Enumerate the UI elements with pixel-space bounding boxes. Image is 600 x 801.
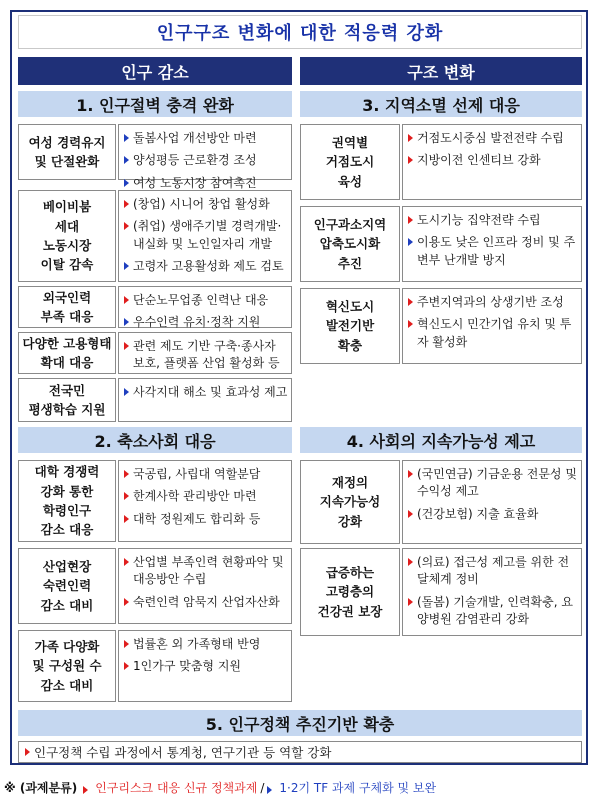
s1-row-items: [118, 190, 292, 282]
list-item: [408, 152, 578, 169]
red-triangle-icon: [408, 298, 413, 306]
list-item-text: 법률혼 외 가족형태 반영: [133, 637, 261, 651]
s2-row-label: [18, 630, 116, 702]
list-item-text: 산업별 부족인력 현황파악 및 대응방안 수립: [133, 555, 284, 587]
list-item: [124, 152, 288, 169]
s4-row-label: [300, 460, 400, 544]
note-key: ※ (과제분류): [4, 781, 78, 795]
list-item: [124, 636, 288, 653]
s2-row-label: [18, 460, 116, 542]
label-line: 혁신도시: [325, 298, 375, 314]
label-line: 감소 대응: [40, 522, 94, 538]
list-item-text: 한계사학 관리방안 마련: [133, 489, 257, 504]
list-item: [124, 292, 288, 309]
section-3-header: 3. 지역소멸 선제 대응: [300, 91, 582, 117]
red-triangle-icon: [408, 558, 413, 566]
s3-row-label: [300, 124, 400, 200]
label-line: 평생학습 지원: [28, 402, 106, 417]
list-item-text: 인구정책 수립 과정에서 통계청, 연구기관 등 역할 강화: [34, 745, 332, 760]
red-triangle-icon: [408, 216, 413, 224]
list-item-text: (건강보험) 지출 효율화: [417, 506, 539, 521]
list-item-text: 고령자 고용활성화 제도 검토: [133, 259, 284, 274]
section-4-header: 4. 사회의 지속가능성 제고: [300, 427, 582, 453]
s3-row-label: [300, 206, 400, 282]
red-triangle-icon: [25, 748, 30, 756]
list-item: [408, 554, 578, 589]
label-line: 고령층의: [325, 584, 375, 600]
red-triangle-icon: [124, 558, 129, 566]
list-item-text: 단순노무업종 인력난 대응: [133, 293, 269, 307]
red-triangle-icon: [408, 134, 413, 142]
s4-row-items: [402, 548, 582, 636]
classification-note: [4, 779, 436, 796]
list-item: [408, 294, 578, 311]
s2-row-items: [118, 548, 292, 624]
label-line: 건강권 보장: [317, 603, 383, 619]
right-column-header: 구조 변화: [300, 57, 582, 85]
blue-triangle-icon: [124, 179, 129, 187]
red-triangle-icon: [124, 492, 129, 500]
red-triangle-icon: [124, 662, 129, 670]
s2-row-items: [118, 460, 292, 542]
list-item: [408, 506, 578, 523]
list-item: [124, 384, 288, 401]
label-line: 대학 경쟁력: [34, 464, 100, 480]
blue-triangle-icon: [124, 262, 129, 270]
label-line: 인구과소지역: [313, 216, 387, 232]
list-item: [408, 316, 578, 351]
s2-row-label: [18, 548, 116, 624]
label-line: 거점도시: [325, 154, 375, 170]
list-item: [124, 258, 288, 275]
list-item-text: 대학 정원제도 합리화 등: [133, 511, 261, 526]
list-item-text: 거점도시중심 발전전략 수립: [417, 131, 564, 145]
label-line: 이탈 감속: [40, 257, 94, 273]
page-title: 인구구조 변화에 대한 적응력 강화: [18, 15, 582, 49]
list-item: [124, 511, 288, 528]
label-line: 발전기반: [325, 318, 375, 334]
label-line: 추진: [337, 255, 363, 271]
list-item-text: 혁신도시 민간기업 유치 및 투자 활성화: [417, 317, 572, 349]
s2-row-items: [118, 630, 292, 702]
list-item-text: 국공립, 사립대 역할분담: [133, 467, 261, 481]
list-item-text: (취업) 생애주기별 경력개발·내실화 및 노인일자리 개발: [133, 219, 282, 251]
list-item: [408, 130, 578, 147]
label-line: 육성: [337, 173, 363, 189]
list-item: [124, 488, 288, 505]
red-triangle-icon: [408, 156, 413, 164]
note-blue-text: 1·2기 TF 과제 구체화 및 보완: [279, 781, 437, 795]
s1-row-items: [118, 332, 292, 374]
list-item-text: 여성 노동시장 참여촉진: [133, 175, 257, 190]
label-line: 확대 대응: [40, 355, 94, 370]
section-2-header: 2. 축소사회 대응: [18, 427, 292, 453]
list-item-text: 돌봄사업 개선방안 마련: [133, 131, 257, 145]
label-line: 학령인구: [42, 503, 92, 518]
list-item: [408, 212, 578, 229]
red-triangle-icon: [124, 515, 129, 523]
section-5-header: 5. 인구정책 추진기반 확충: [18, 710, 582, 736]
label-line: 감소 대비: [40, 677, 94, 693]
list-item-text: 이용도 낮은 인프라 정비 및 주변부 난개발 방지: [417, 235, 576, 267]
list-item: [124, 218, 288, 253]
label-line: 압축도시화: [319, 236, 381, 252]
blue-triangle-icon: [408, 238, 413, 246]
list-item-text: (창업) 시니어 창업 활성화: [133, 197, 270, 211]
list-item: [124, 658, 288, 675]
list-item-text: 1인가구 맞춤형 지원: [133, 659, 242, 674]
list-item-text: 주변지역과의 상생기반 조성: [417, 295, 564, 309]
note-separator: /: [260, 780, 265, 795]
red-triangle-icon: [408, 510, 413, 518]
note-red-text: 인구리스크 대응 신규 정책과제: [95, 781, 258, 795]
blue-triangle-icon: [124, 156, 129, 164]
list-item: [124, 338, 288, 373]
label-line: 재정의: [331, 474, 369, 490]
left-column-header: 인구 감소: [18, 57, 292, 85]
s3-row-items: [402, 124, 582, 200]
blue-triangle-icon: [124, 134, 129, 142]
list-item: [124, 196, 288, 213]
list-item: [124, 466, 288, 483]
s1-row-items: [118, 286, 292, 328]
list-item: [408, 234, 578, 269]
list-item-text: 도시기능 집약전략 수립: [417, 213, 541, 227]
red-triangle-icon: [408, 470, 413, 478]
s4-row-label: [300, 548, 400, 636]
label-line: 가족 다양화: [34, 638, 100, 654]
blue-triangle-icon: [124, 318, 129, 326]
list-item: [124, 594, 288, 611]
list-item-text: 사각지대 해소 및 효과성 제고: [133, 385, 288, 399]
s3-row-items: [402, 206, 582, 282]
s1-row-label: [18, 190, 116, 282]
list-item-text: 지방이전 인센티브 강화: [417, 153, 541, 168]
label-line: 권역별: [331, 134, 369, 150]
label-line: 강화 통한: [40, 483, 94, 499]
label-line: 및 구성원 수: [32, 658, 102, 674]
list-item: [408, 594, 578, 629]
label-line: 외국인력: [42, 289, 92, 305]
label-line: 감소 대비: [40, 597, 94, 613]
section-1-header: 1. 인구절벽 충격 완화: [18, 91, 292, 117]
s1-row-label: [18, 124, 116, 180]
s5-item-box: [18, 741, 582, 763]
s4-row-items: [402, 460, 582, 544]
label-line: 베이비붐: [42, 199, 92, 215]
label-line: 전국민: [48, 382, 86, 398]
label-line: 다양한 고용형태: [22, 335, 112, 351]
label-line: 지속가능성: [319, 494, 381, 510]
red-triangle-icon: [124, 296, 129, 304]
list-item: [408, 466, 578, 501]
s1-row-items: [118, 124, 292, 190]
red-triangle-icon: [124, 200, 129, 208]
list-item: [124, 554, 288, 589]
label-line: 급증하는: [325, 564, 375, 580]
red-triangle-icon: [124, 342, 129, 350]
red-triangle-icon: [124, 470, 129, 478]
label-line: 산업현장: [42, 558, 92, 574]
red-triangle-icon: [408, 598, 413, 606]
red-triangle-icon: [408, 320, 413, 328]
s1-row-items: [118, 378, 292, 422]
red-triangle-icon: [124, 640, 129, 648]
list-item-text: (국민연금) 기금운용 전문성 및 수익성 제고: [417, 467, 577, 499]
s1-row-label: [18, 378, 116, 422]
list-item-text: 양성평등 근로환경 조성: [133, 153, 257, 168]
list-item: [124, 314, 288, 331]
label-line: 숙련인력: [42, 578, 92, 594]
s3-row-label: [300, 288, 400, 364]
label-line: 부족 대응: [40, 309, 94, 324]
list-item-text: 우수인력 유치·정착 지원: [133, 315, 261, 330]
list-item-text: (돌봄) 기술개발, 인력확충, 요양병원 감염관리 강화: [417, 594, 573, 627]
label-line: 강화: [337, 513, 363, 529]
list-item-text: 숙련인력 암묵지 산업자산화: [133, 594, 280, 609]
blue-triangle-icon: [267, 786, 272, 794]
red-triangle-icon: [124, 222, 129, 230]
s1-row-label: [18, 286, 116, 328]
list-item: [124, 130, 288, 147]
blue-triangle-icon: [124, 388, 129, 396]
label-line: 확충: [337, 337, 363, 353]
s1-row-label: [18, 332, 116, 374]
label-line: 여성 경력유지: [28, 134, 106, 150]
red-triangle-icon: [83, 786, 88, 794]
red-triangle-icon: [124, 598, 129, 606]
label-line: 노동시장: [42, 238, 92, 253]
s3-row-items: [402, 288, 582, 364]
label-line: 세대: [54, 218, 80, 234]
list-item-text: 관련 제도 기반 구축·종사자 보호, 플랫폼 산업 활성화 등: [133, 339, 280, 371]
list-item-text: (의료) 접근성 제고를 위한 전달체계 정비: [417, 555, 570, 587]
list-item: [25, 744, 575, 762]
label-line: 및 단절완화: [34, 154, 100, 169]
